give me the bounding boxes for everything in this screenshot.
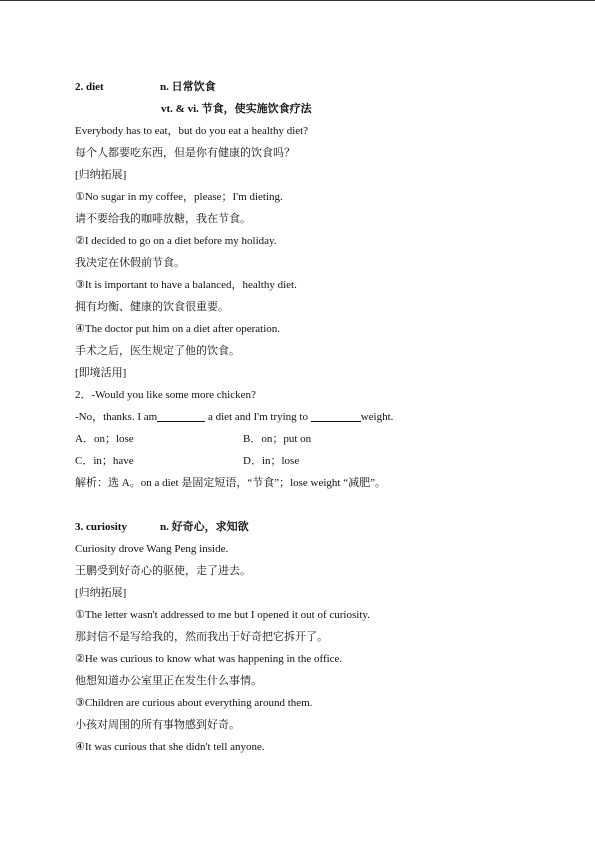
option-b: B．on；put on bbox=[243, 433, 312, 445]
options-row bbox=[75, 450, 545, 472]
options-row bbox=[75, 428, 545, 450]
expand-item-en: ①The letter wasn't addressed to me but I opened it out of curiosity. bbox=[75, 609, 370, 621]
entry-pos-verb: vt. & vi. 节食，使实施饮食疗法 bbox=[161, 103, 312, 115]
entry-word: 3. curiosity bbox=[75, 521, 127, 533]
option-d: D．in；lose bbox=[243, 455, 300, 467]
expand-item-zh: 请不要给我的咖啡放糖，我在节食。 bbox=[75, 213, 251, 225]
practice-label: [即境活用] bbox=[75, 367, 127, 379]
expand-item-en: ③Children are curious about everything around them. bbox=[75, 697, 313, 709]
answer-blank bbox=[157, 410, 205, 422]
expand-item-en: ②I decided to go on a diet before my holiday. bbox=[75, 235, 277, 247]
entry-heading-diet bbox=[75, 76, 545, 98]
expand-item-zh: 手术之后，医生规定了他的饮食。 bbox=[75, 345, 240, 357]
answer-blank bbox=[311, 410, 361, 422]
answer-part: a diet and I'm trying to bbox=[205, 411, 311, 423]
expand-item-zh: 他想知道办公室里正在发生什么事情。 bbox=[75, 675, 262, 687]
document-body bbox=[75, 76, 545, 758]
answer-part: -No，thanks. I am bbox=[75, 411, 158, 423]
option-a: A．on；lose bbox=[75, 433, 134, 445]
expand-label: [归纳拓展] bbox=[75, 587, 127, 599]
option-c: C．in；have bbox=[75, 455, 134, 467]
entry-word: 2. diet bbox=[75, 81, 104, 93]
example-en: Everybody has to eat，but do you eat a healthy diet? bbox=[75, 125, 309, 137]
explanation: 解析：选 A。on a diet 是固定短语，“节食”；lose weight “减肥”。 bbox=[75, 477, 387, 489]
expand-item-en: ④The doctor put him on a diet after operation. bbox=[75, 323, 281, 335]
example-zh: 每个人都要吃东西，但是你有健康的饮食吗？ bbox=[75, 147, 295, 159]
expand-item-zh: 那封信不是写给我的，然而我出于好奇把它拆开了。 bbox=[75, 631, 328, 643]
entry-heading-curiosity bbox=[75, 516, 545, 538]
example-en: Curiosity drove Wang Peng inside. bbox=[75, 543, 229, 555]
expand-item-en: ②He was curious to know what was happening in the office. bbox=[75, 653, 343, 665]
example-zh: 王鹏受到好奇心的驱使，走了进去。 bbox=[75, 565, 251, 577]
expand-item-zh: 我决定在休假前节食。 bbox=[75, 257, 185, 269]
expand-item-zh: 拥有均衡、健康的饮食很重要。 bbox=[75, 301, 229, 313]
section-gap bbox=[75, 494, 545, 516]
expand-label: [归纳拓展] bbox=[75, 169, 127, 181]
expand-item-en: ③It is important to have a balanced，healthy diet. bbox=[75, 279, 297, 291]
top-rule bbox=[0, 0, 595, 1]
question: 2．-Would you like some more chicken? bbox=[75, 389, 256, 401]
expand-item-en: ④It was curious that she didn't tell anyone. bbox=[75, 741, 265, 753]
expand-item-en: ①No sugar in my coffee，please；I'm dieting. bbox=[75, 191, 283, 203]
entry-pos: n. 日常饮食 bbox=[160, 81, 216, 93]
entry-pos: n. 好奇心，求知欲 bbox=[160, 521, 249, 533]
expand-item-zh: 小孩对周围的所有事物感到好奇。 bbox=[75, 719, 240, 731]
answer-line bbox=[75, 406, 545, 428]
answer-part: weight. bbox=[360, 411, 394, 423]
